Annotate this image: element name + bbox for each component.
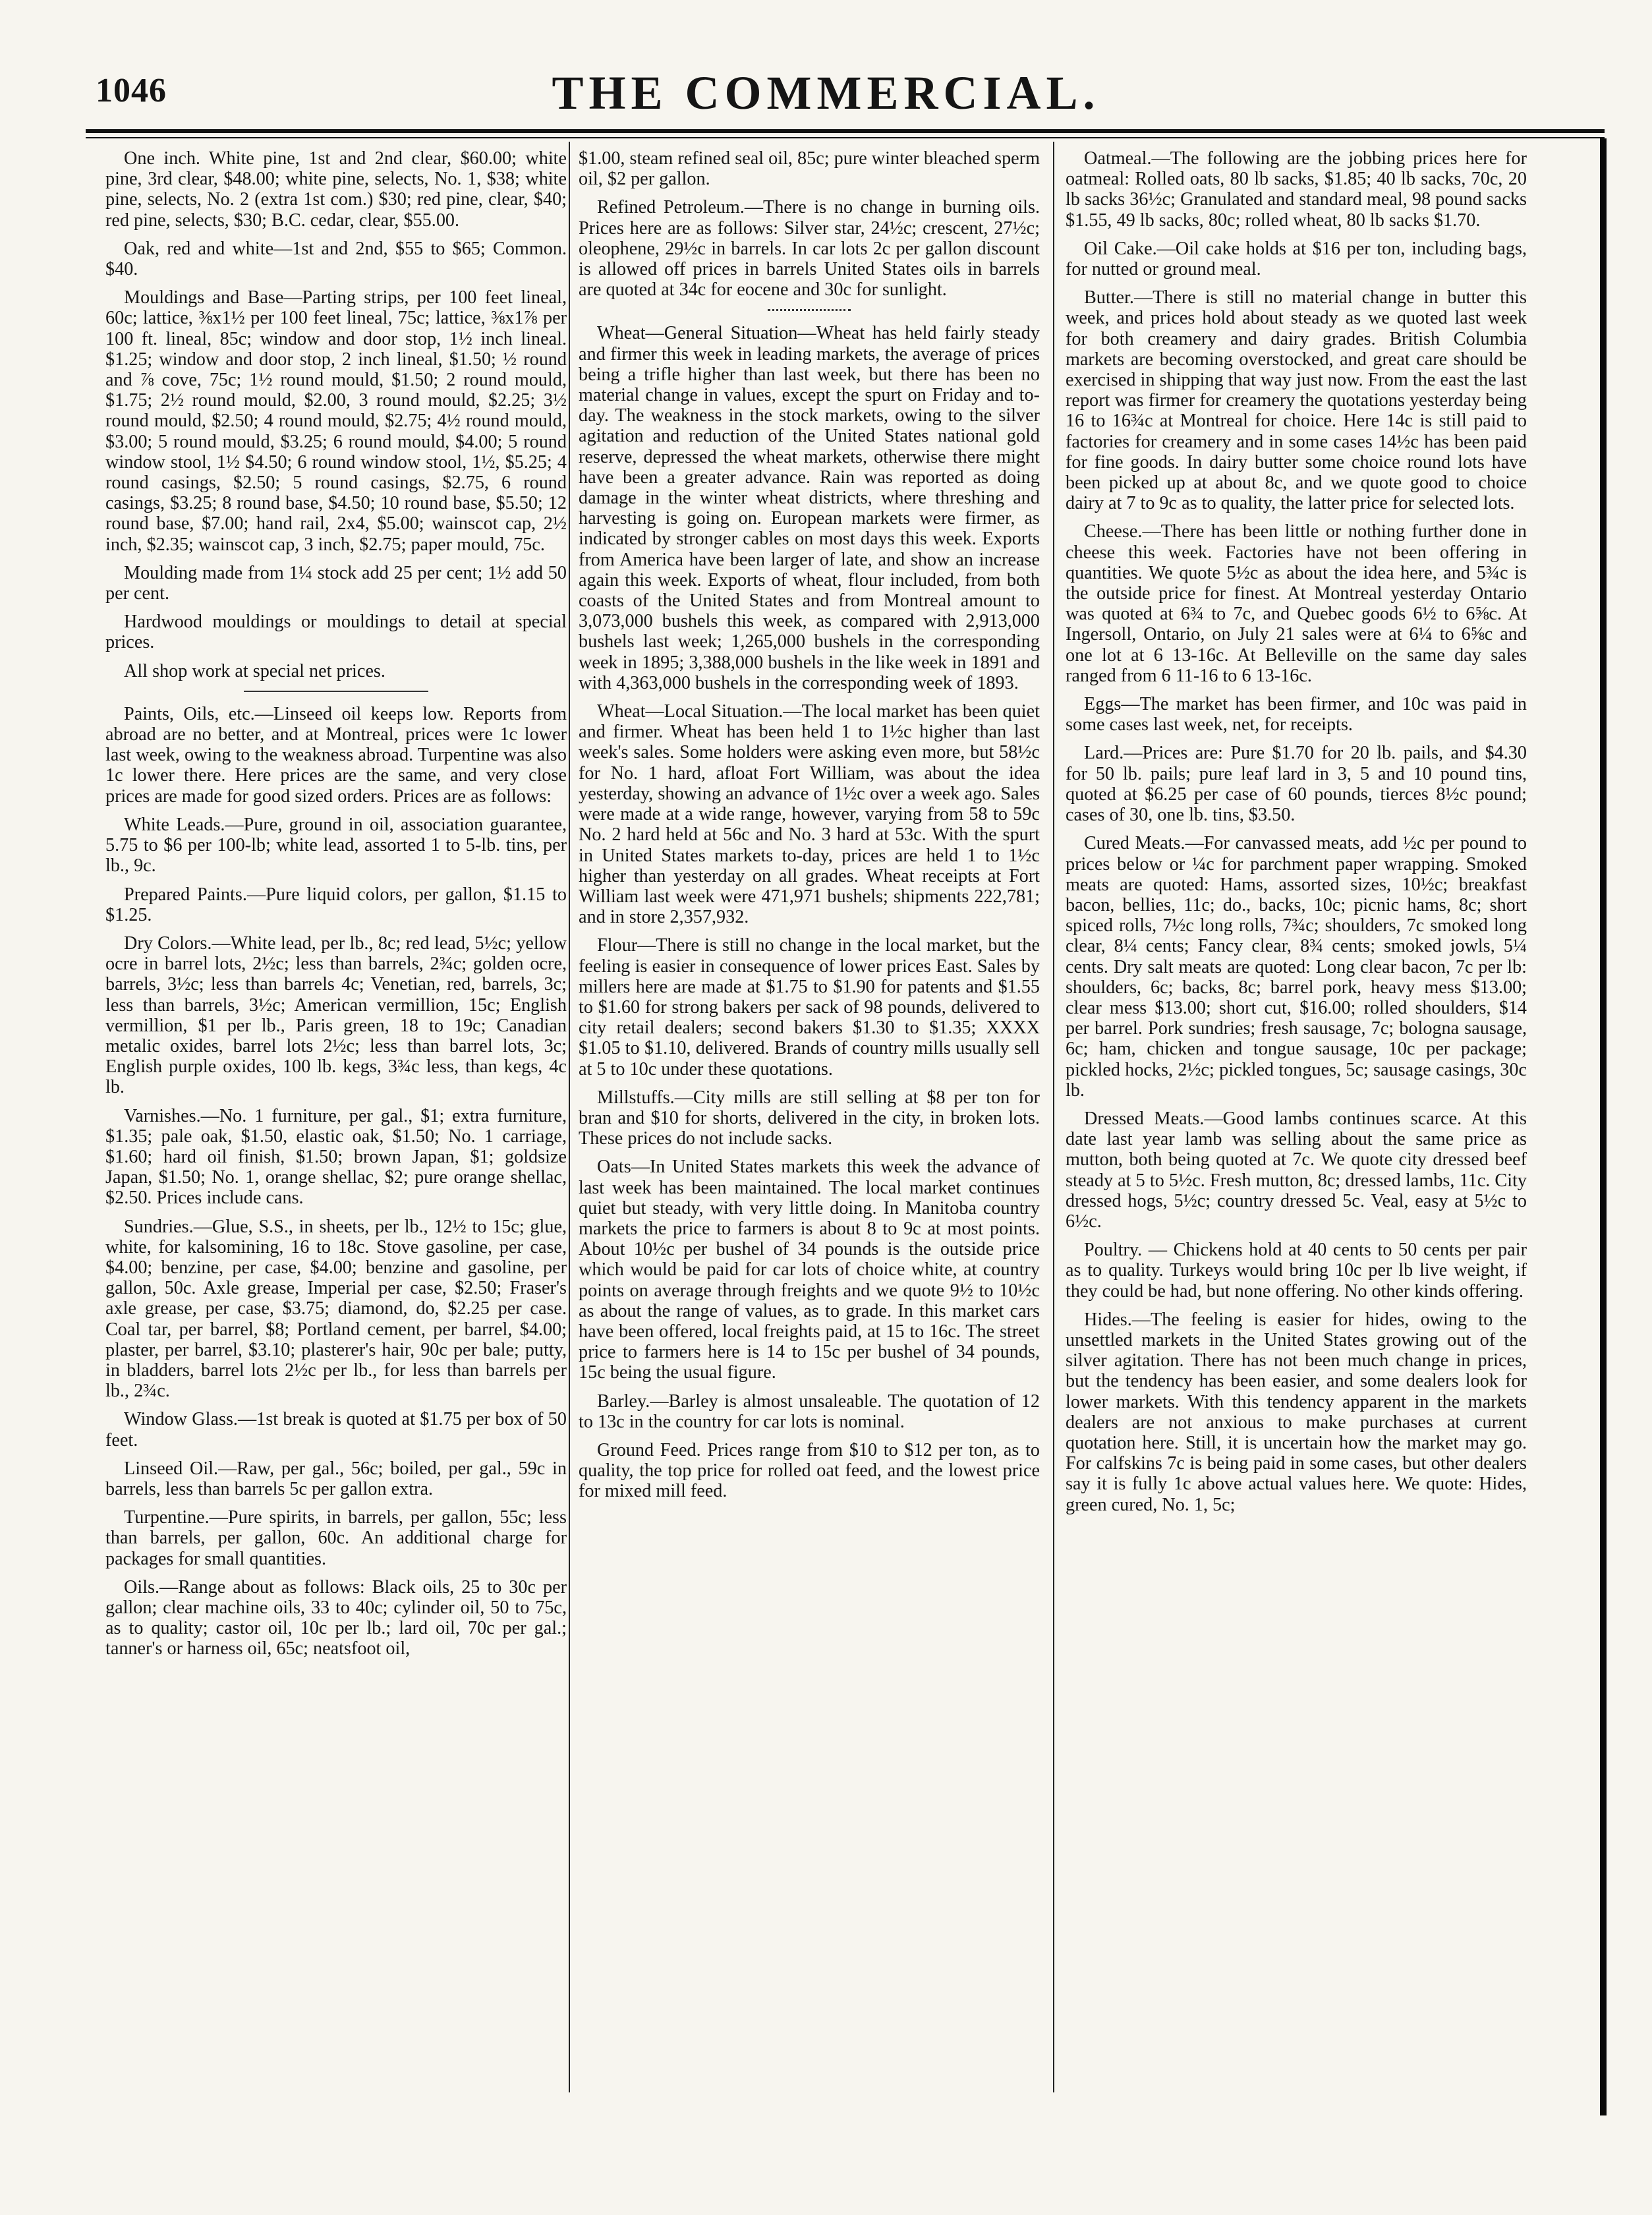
paints-oils-paragraph: Paints, Oils, etc.—Linseed oil keeps low. Reports from abroad are no better, and at Montreal, prices were 1c lower last week, owing to the weakness abroad. Turpentine was also 1c lower there. Here prices are the same, and very close prices are made for good sized orders. Prices are as follows: bbox=[105, 703, 567, 807]
oats-paragraph: Oats—In United States markets this week the advance of last week has been maintained. The local market continues quiet but steady, with very little doing. In Manitoba country markets the price to farmers is about 8 to 9c at most points. About 10½c per bushel of 34 pounds is the outside price which would be paid for car lots of choice white, at country points on average through freights and we quote 9½ to 10½c as about the range of values, as to grade. In this market cars have been offered, local freights paid, at 15 to 16c. The street price to farmers here is 14 to 15c per bushel of 34 pounds, 15c being the usual figure. bbox=[579, 1157, 1040, 1383]
lard-paragraph: Lard.—Prices are: Pure $1.70 for 20 lb. pails, and $4.30 for 50 lb. pails; pure leaf lard in 3, 5 and 10 pound tins, quoted at $6.25 per case of 60 pounds, tierces 8½c pound; cases of 30, one lb. tins, $3.50. bbox=[1066, 743, 1527, 826]
varnishes-paragraph: Varnishes.—No. 1 furniture, per gal., $1; extra furniture, $1.35; pale oak, $1.50, elastic oak, $1.50; No. 1 carriage, $1.60; hard oil finish, $1.50; brown Japan, $1; goldsize Japan, $1.50; No. 1, orange shellac, $2; pure orange shellac, $2.50. Prices include cans. bbox=[105, 1105, 567, 1209]
masthead-rule bbox=[86, 129, 1605, 133]
cheese-paragraph: Cheese.—There has been little or nothing further done in cheese this week. Factories have not been offering in quantities. We quote 5½c as about the idea here, and 5¾c is the outside price for finest. At Montreal yesterday Ontario was quoted at 6¾ to 7c, and Quebec goods 6½ to 6⅝c. At Ingersoll, Ontario, on July 21 sales were at 6¼ to 6⅝c and one lot at 6 13-16c. At Belleville on the same day sales ranged from 6 11-16 to 6 13-16c. bbox=[1066, 521, 1527, 686]
wheat-general-paragraph: Wheat—General Situation—Wheat has held fairly steady and firmer this week in leading markets, the average of prices being a trifle higher than last week, but there has been no material change in values, except the spurt on Friday and to-day. The weakness in the stock markets, owing to the silver agitation and reduction of the United States national gold reserve, depressed the wheat markets, otherwise there might have been a greater advance. Rain was reported as doing damage in the winter wheat districts, where threshing and harvesting is going on. European markets were firmer, as indicated by stronger cables on most days this week. Exports from America have been larger of late, and show an increase again this week. Exports of wheat, flour included, from both coasts of the United States and from Montreal amount to 3,073,000 bushels this week, as compared with 2,913,000 bushels last week; 1,265,000 bushels in the corresponding week in 1895; 3,388,000 bushels in the like week in 1891 and with 4,363,000 bushels in the corresponding week of 1893. bbox=[579, 323, 1040, 693]
dressed-meats-paragraph: Dressed Meats.—Good lambs continues scarce. At this date last year lamb was selling about the same price as mutton, both being quoted at 7c. We quote city dressed beef steady at 5 to 5½c. Fresh mutton, 8c; dressed lambs, 11c. City dressed hogs, 5½c; country dressed 5c. Veal, easy at 5½c to 6½c. bbox=[1066, 1108, 1527, 1232]
column-divider bbox=[1053, 142, 1054, 2092]
oils-continued-paragraph: $1.00, steam refined seal oil, 85c; pure winter bleached sperm oil, $2 per gallon. bbox=[579, 148, 1040, 190]
poultry-paragraph: Poultry. — Chickens hold at 40 cents to 50 cents per pair as to quality. Turkeys would bring 10c per lb live weight, if they could be had, but none offering. No other kinds offering. bbox=[1066, 1240, 1527, 1302]
flour-paragraph: Flour—There is still no change in the local market, but the feeling is easier in consequence of lower prices East. Sales by millers here are made at $1.75 to $1.90 for patents and $1.55 to $1.60 for strong bakers per sack of 98 pounds, delivered to city retail dealers; second bakers $1.30 to $1.35; XXXX $1.05 to $1.10, delivered. Brands of country mills usually sell at 5 to 10c under these quotations. bbox=[579, 935, 1040, 1079]
page-edge-bar bbox=[1600, 138, 1607, 2115]
section-divider bbox=[244, 691, 428, 692]
eggs-paragraph: Eggs—The market has been firmer, and 10c was paid in some cases last week, net, for receipts. bbox=[1066, 694, 1527, 735]
mouldings-paragraph: Mouldings and Base—Parting strips, per 100 feet lineal, 60c; lattice, ⅜x1½ per 100 feet lineal, 75c; lattice, ⅜x1⅞ per 100 ft. lineal, 85c; window and door stop, 1½ inch lineal. $1.25; window and door stop, 2 inch lineal, $1.50; ½ round and ⅞ cove, 75c; 1½ round mould, $1.50; 2 round mould, $1.75; 2½ round mould, $2.00, 3 round mould, $2.25; 3½ round mould, $2.50; 4 round mould, $2.75; 4½ round mould, $3.00; 5 round mould, $3.25; 6 round mould, $4.00; 5 round window stool, 1½ $4.50; 6 round window stool, 1½, $5.25; 4 round casings, $2.50; 5 round casings, $2.75, 6 round casings, $3.25; 8 round base, $4.50; 10 round base, $5.50; 12 round base, $7.00; hand rail, 2x4, $5.00; wainscot cap, 2½ inch, $2.35; wainscot cap, 3 inch, $2.75; paper mould, 75c. bbox=[105, 287, 567, 555]
linseed-oil-paragraph: Linseed Oil.—Raw, per gal., 56c; boiled, per gal., 59c in barrels, less than barrels 5c per gallon extra. bbox=[105, 1458, 567, 1499]
column-3 bbox=[1066, 148, 1527, 1523]
moulding-stock-paragraph: Moulding made from 1¼ stock add 25 per cent; 1½ add 50 per cent. bbox=[105, 562, 567, 604]
hardwood-mouldings-paragraph: Hardwood mouldings or mouldings to detail at special prices. bbox=[105, 612, 567, 653]
shop-work-paragraph: All shop work at special net prices. bbox=[124, 660, 385, 681]
masthead-title: THE COMMERCIAL. bbox=[552, 67, 1100, 119]
page-number: 1046 bbox=[96, 72, 167, 109]
barley-paragraph: Barley.—Barley is almost unsaleable. The quotation of 12 to 13c in the country for car lots is nominal. bbox=[579, 1391, 1040, 1432]
refined-petroleum-paragraph: Refined Petroleum.—There is no change in burning oils. Prices here are as follows: Silver star, 24½c; crescent, 27½c; oleophene, 29½c in barrels. In car lots 2c per gallon discount is allowed off prices in barrels United States oils in barrels are quoted at 34c for eocene and 30c for sunlight. bbox=[579, 197, 1040, 301]
oatmeal-paragraph: Oatmeal.—The following are the jobbing prices here for oatmeal: Rolled oats, 80 lb sacks, $1.85; 40 lb sacks, 70c, 20 lb sacks 36½c; Granulated and standard meal, 98 pound sacks $1.55, 49 lb sacks, 80c; rolled wheat, 80 lb sacks $1.70. bbox=[1066, 148, 1527, 231]
ground-feed-paragraph: Ground Feed. Prices range from $10 to $12 per ton, as to quality, the top price for rolled oat feed, and the lowest price for mixed mill feed. bbox=[579, 1439, 1040, 1502]
column-divider bbox=[569, 142, 570, 2092]
oil-cake-paragraph: Oil Cake.—Oil cake holds at $16 per ton, including bags, for nutted or ground meal. bbox=[1066, 238, 1527, 280]
section-divider bbox=[768, 309, 851, 311]
hides-paragraph: Hides.—The feeling is easier for hides, owing to the unsettled markets in the United States growing out of the silver agitation. There has not been much change in prices, but the tendency has been easier, and some dealers look for lower markets. With this tendency apparent in the markets dealers are not anxious to make purchases at current quotation here. Still, it is uncertain how the market may go. For calfskins 7c is being paid in some cases, but other dealers say it is fully 1c above actual values here. We quote: Hides, green cured, No. 1, 5c; bbox=[1066, 1309, 1527, 1515]
column-1 bbox=[105, 148, 567, 1667]
turpentine-paragraph: Turpentine.—Pure spirits, in barrels, per gallon, 55c; less than barrels, per gallon, 60c. An additional charge for packages for small quantities. bbox=[105, 1507, 567, 1569]
masthead-rule-thin bbox=[86, 137, 1605, 138]
lumber-oak-paragraph: Oak, red and white—1st and 2nd, $55 to $65; Common. $40. bbox=[105, 238, 567, 280]
column-2 bbox=[579, 148, 1040, 1510]
wheat-local-paragraph: Wheat—Local Situation.—The local market has been quiet and firmer. Wheat has been held 1 to 1½c higher than last week's sales. Some holders were asking even more, but 58½c for No. 1 hard, afloat Fort William, was about the idea yesterday, showing an advance of 1½c over a week ago. Sales were made at a wide range, however, varying from 58 to 59c No. 2 hard held at 56c and No. 3 hard at 53c. With the spurt in United States markets to-day, prices are held 1 to 1½c higher than yesterday on all grades. Wheat receipts at Fort William last week were 471,971 bushels; shipments 222,781; and in store 2,357,932. bbox=[579, 701, 1040, 928]
cured-meats-paragraph: Cured Meats.—For canvassed meats, add ½c per pound to prices below or ¼c for parchment paper wrapping. Smoked meats are quoted: Hams, assorted sizes, 10½c; breakfast bacon, bellies, 11c; do., backs, 10c; picnic hams, 8c; short spiced rolls, 7½c long rolls, 7¾c; shoulders, 7c smoked long clear, 8¼ cents; Fancy clear, 8¾ cents; smoked jowls, 5¼ cents. Dry salt meats are quoted: Long clear bacon, 7c per lb: shoulders, 6c; backs, 8c; barrel pork, heavy mess $13.00; clear mess $13.00; short cut, $16.00; rolled shoulders, $14 per barrel. Pork sundries; fresh sausage, 7c; bologna sausage, 6c; ham, chicken and tongue sausage, 10c per package; pickled hocks, 2½c; pickled tongues, 5c; sausage casings, 30c lb. bbox=[1066, 833, 1527, 1101]
millstuffs-paragraph: Millstuffs.—City mills are still selling at $8 per ton for bran and $10 for shorts, delivered in the city, in broken lots. These prices do not include sacks. bbox=[579, 1087, 1040, 1149]
window-glass-paragraph: Window Glass.—1st break is quoted at $1.75 per box of 50 feet. bbox=[105, 1409, 567, 1451]
white-leads-paragraph: White Leads.—Pure, ground in oil, association guarantee, 5.75 to $6 per 100-lb; white lead, assorted 1 to 5-lb. tins, per lb., 9c. bbox=[105, 814, 567, 877]
oils-paragraph: Oils.—Range about as follows: Black oils, 25 to 30c per gallon; clear machine oils, 33 to 40c; cylinder oil, 50 to 75c, as to quality; castor oil, 10c per lb.; lard oil, 70c per gal.; tanner's or harness oil, 65c; neatsfoot oil, bbox=[105, 1576, 567, 1659]
prepared-paints-paragraph: Prepared Paints.—Pure liquid colors, per gallon, $1.15 to $1.25. bbox=[105, 884, 567, 925]
butter-paragraph: Butter.—There is still no material change in butter this week, and prices hold about steady as we quoted last week for both creamery and dairy grades. British Columbia markets are becoming overstocked, and great care should be exercised in shipping that way just now. From the east the last report was firmer for creamery the quotations yesterday being 16 to 16¾c at Montreal for choice. Here 14c is still paid to factories for creamery and in some cases 14½c has been paid for fine goods. In dairy butter some choice round lots have been picked up at about 8c, and we quote good to choice dairy at 7 to 9c as to quality, the latter price for selected lots. bbox=[1066, 287, 1527, 514]
dry-colors-paragraph: Dry Colors.—White lead, per lb., 8c; red lead, 5½c; yellow ocre in barrel lots, 2½c; less than barrels, 2¾c; golden ocre, barrels, 3½c; less than barrels 4c; Venetian, red, barrels, 3c; less than barrels, 3½c; American vermillion, 15c; English vermillion, $1 per lb., Paris green, 18 to 19c; Canadian metalic oxides, barrel lots 2½c; less than barrel lots, 3c; English purple oxides, 100 lb. kegs, 3¾c less, than kegs, 4c lb. bbox=[105, 933, 567, 1098]
lumber-one-inch-paragraph: One inch. White pine, 1st and 2nd clear, $60.00; white pine, 3rd clear, $48.00; white pine, selects, No. 1, $38; white pine, selects, No. 2 (extra 1st com.) $30; red pine, clear, $40; red pine, selects, $30; B.C. cedar, clear, $55.00. bbox=[105, 148, 567, 231]
sundries-paragraph: Sundries.—Glue, S.S., in sheets, per lb., 12½ to 15c; glue, white, for kalsomining, 16 to 18c. Stove gasoline, per case, $4.00; benzine, per case, $4.00; benzine and gasoline, per gallon, 50c. Axle grease, Imperial per case, $2.50; Fraser's axle grease, per case, $3.75; diamond, do, $2.25 per case. Coal tar, per barrel, $8; Portland cement, per barrel, $4.00; plaster, per barrel, $3.10; plasterer's hair, 90c per bale; putty, in bladders, barrel lots 2½c per lb., for less than barrels per lb., 2¾c. bbox=[105, 1216, 567, 1402]
